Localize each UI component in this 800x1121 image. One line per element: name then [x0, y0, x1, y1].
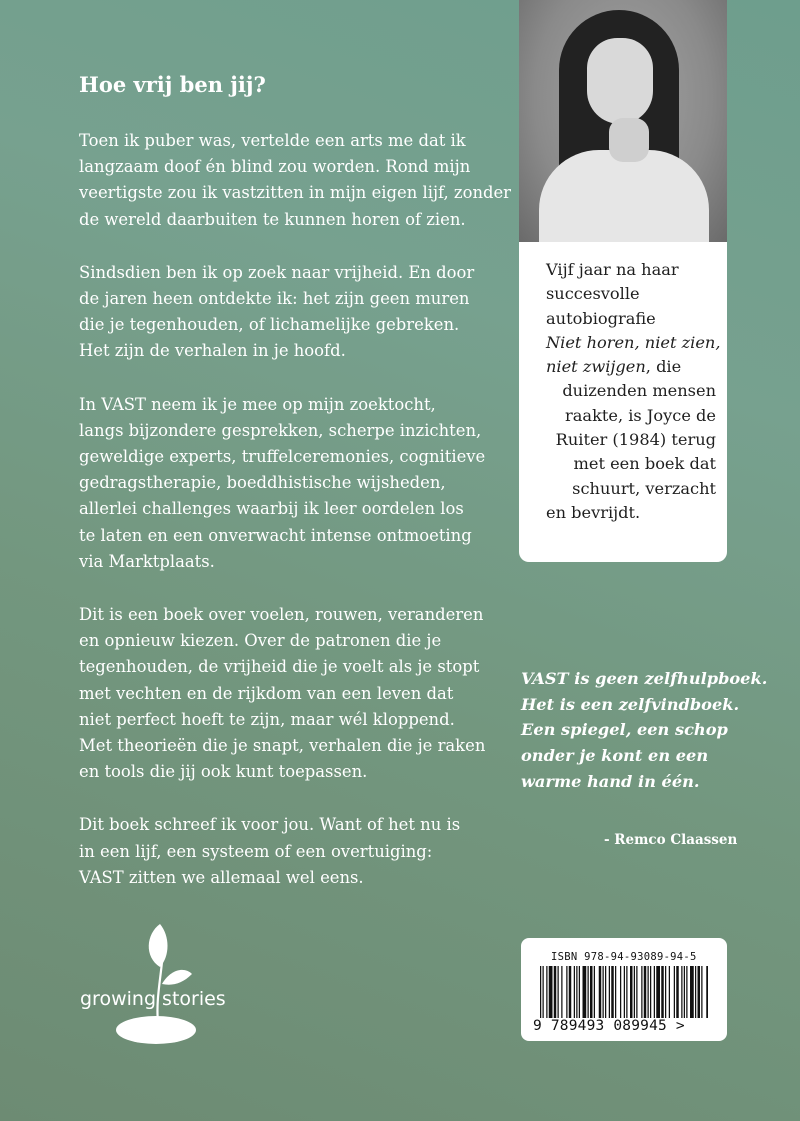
text-line: te laten en een onverwacht intense ontmoeting — [79, 525, 472, 545]
barcode-bar — [615, 966, 616, 1018]
seed-shape-icon — [116, 1016, 196, 1044]
text-line: gedragstherapie, boeddhistische wijsheden, — [79, 473, 446, 493]
barcode-bar — [549, 966, 553, 1018]
barcode-bar — [630, 966, 633, 1018]
text-line: via Marktplaats. — [79, 551, 215, 571]
text-line: tegenhouden, de vrijheid die je voelt als je stopt — [79, 657, 480, 677]
text-line: langzaam doof én blind zou worden. Rond mijn — [79, 157, 471, 177]
quote-line: onder je kont en een — [521, 746, 709, 766]
barcode-bar — [676, 966, 679, 1018]
barcode-bar — [599, 966, 602, 1018]
text-line: met vechten en de rijkdom van een leven dat — [79, 683, 454, 703]
text-line: en opnieuw kiezen. Over de patronen die je — [79, 631, 442, 651]
text-line: langs bijzondere gesprekken, scherpe inzichten, — [79, 420, 482, 440]
barcode-bar — [576, 966, 577, 1018]
blurb-paragraph — [79, 602, 499, 785]
text-line: niet perfect hoeft te zijn, maar wél kloppend. — [79, 709, 455, 729]
sprout-leaf-icon — [149, 924, 168, 967]
text-line: geweldige experts, truffelceremonies, cognitieve — [79, 447, 486, 467]
barcode-bar — [641, 966, 642, 1018]
barcode-icon — [540, 966, 708, 1018]
text-line: de jaren heen ontdekte ik: het zijn geen muren — [79, 289, 470, 309]
barcode-bar — [701, 966, 702, 1018]
sprout-leaf-icon — [162, 970, 192, 985]
text-line: veertigste zou ik vastzitten in mijn eigen lijf, zonder — [79, 183, 512, 203]
barcode-digits: 9 789493 089945 > — [533, 1018, 685, 1034]
publisher-logo-text: growing stories — [80, 988, 226, 1010]
blurb-paragraph — [79, 260, 499, 365]
blurb-text — [79, 128, 512, 918]
barcode-box — [521, 938, 727, 1041]
growing-stories-logo — [74, 922, 244, 1047]
text-line: Toen ik puber was, vertelde een arts me dat ik — [79, 131, 466, 150]
bio-line: Vijf jaar na haar — [546, 260, 679, 279]
blurb-paragraph — [79, 128, 512, 233]
barcode-bar — [588, 966, 589, 1018]
bio-book-title: niet zwijgen — [546, 357, 646, 377]
barcode-bar — [654, 966, 655, 1018]
blurb-paragraph — [79, 392, 499, 575]
barcode-bar — [698, 966, 701, 1018]
text-line: VAST zitten we allemaal wel eens. — [79, 867, 364, 887]
barcode-bar — [624, 966, 625, 1018]
bio-line: autobiografie — [546, 308, 656, 328]
barcode-bar — [661, 966, 664, 1018]
text-line: Met theorieën die je snapt, verhalen die je raken — [79, 736, 486, 756]
quote-line: Het is een zelfvindboek. — [521, 694, 740, 714]
barcode-bar — [554, 966, 557, 1018]
barcode-bar — [695, 966, 696, 1018]
text-line: Dit boek schreef ik voor jou. Want of het nu is — [79, 815, 461, 835]
quote-author: - Remco Claassen — [604, 832, 738, 848]
bio-line: duizenden mensen — [562, 381, 716, 401]
barcode-bar — [644, 966, 647, 1018]
barcode-bar — [609, 966, 610, 1018]
author-bio — [546, 258, 721, 525]
text-line: in een lijf, een systeem of een overtuiging: — [79, 841, 433, 861]
barcode-bar — [626, 966, 627, 1018]
barcode-bar — [611, 966, 614, 1018]
barcode-bar — [579, 966, 580, 1018]
bio-line: niet zwijgen, die — [546, 357, 682, 377]
text-line: allerlei challenges waarbij ik leer oordelen los — [79, 499, 464, 519]
bio-line: succesvolle — [546, 284, 640, 304]
barcode-bar — [636, 966, 637, 1018]
barcode-bar — [543, 966, 544, 1018]
barcode-bar — [706, 966, 708, 1018]
barcode-bar — [665, 966, 666, 1018]
text-line: Dit is een boek over voelen, rouwen, veranderen — [79, 605, 484, 625]
barcode-bar — [681, 966, 682, 1018]
text-line: Sindsdien ben ik op zoek naar vrijheid. En door — [79, 262, 475, 282]
bio-line: met een boek dat — [573, 454, 716, 474]
text-line: en tools die jij ook kunt toepassen. — [79, 762, 368, 782]
barcode-bar — [566, 966, 567, 1018]
barcode-bar — [686, 966, 687, 1018]
barcode-bar — [558, 966, 559, 1018]
barcode-bar — [605, 966, 606, 1018]
bio-line: raakte, is Joyce de — [565, 405, 716, 425]
barcode-bar — [546, 966, 547, 1018]
text-line: Het zijn de verhalen in je hoofd. — [79, 341, 346, 361]
barcode-bar — [674, 966, 675, 1018]
bio-line: Niet horen, niet zien, — [546, 332, 721, 352]
author-card — [519, 0, 727, 562]
quote-line: Een spiegel, een schop — [521, 720, 728, 740]
barcode-bar — [690, 966, 694, 1018]
text-line: de wereld daarbuiten te kunnen horen of zien. — [79, 209, 466, 229]
barcode-bar — [594, 966, 595, 1018]
barcode-bar — [650, 966, 651, 1018]
photo-hand-shape — [609, 118, 649, 162]
barcode-bar — [540, 966, 541, 1018]
barcode-bar — [669, 966, 670, 1018]
barcode-bar — [648, 966, 649, 1018]
text-line: die je tegenhouden, of lichamelijke gebreken. — [79, 315, 460, 335]
quote-line: warme hand in één. — [521, 771, 700, 791]
barcode-bar — [569, 966, 572, 1018]
text-line: In VAST neem ik je mee op mijn zoektocht, — [79, 394, 436, 414]
barcode-bar — [634, 966, 635, 1018]
bio-line: Ruiter (1984) terug — [555, 430, 716, 450]
author-photo — [519, 0, 727, 242]
isbn-label: ISBN 978-94-93089-94-5 — [551, 951, 697, 963]
photo-shirt-shape — [539, 150, 709, 242]
barcode-bar — [561, 966, 562, 1018]
photo-face-shape — [587, 38, 653, 124]
barcode-bar — [684, 966, 685, 1018]
quote-line: VAST is geen zelfhulpboek. — [521, 669, 768, 688]
barcode-bar — [656, 966, 660, 1018]
back-cover-heading: Hoe vrij ben jij? — [79, 72, 266, 97]
barcode-bar — [574, 966, 575, 1018]
barcode-bar — [583, 966, 587, 1018]
bio-line: schuurt, verzacht — [572, 478, 716, 498]
barcode-bar — [590, 966, 593, 1018]
blurb-paragraph — [79, 812, 499, 891]
bio-line: en bevrijdt. — [546, 502, 641, 522]
endorsement-quote — [521, 666, 768, 795]
barcode-bar — [603, 966, 604, 1018]
barcode-bar — [620, 966, 621, 1018]
